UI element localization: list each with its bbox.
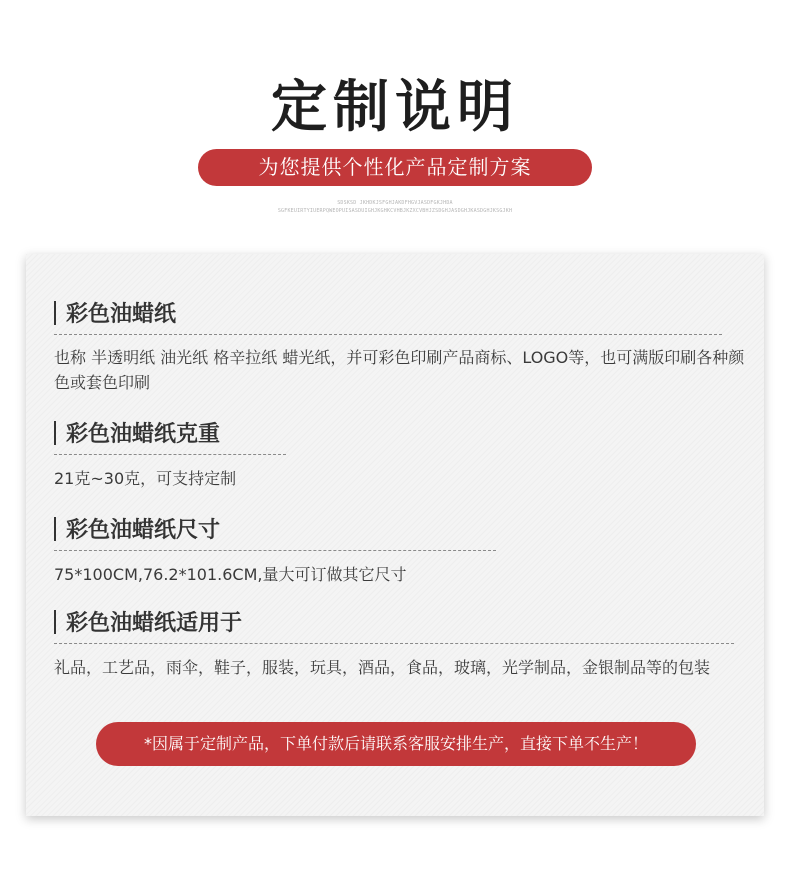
page-title: 定制说明 xyxy=(271,75,519,140)
notice-banner: *因属于定制产品，下单付款后请联系客服安排生产，直接下单不生产！ xyxy=(96,722,696,766)
decorative-text-line-2: SGFKEUIRTYIUERPQWEOPUISASDUIGHJKGHKCVHBJKZXCVBHJZSDGHJASDGHJKASDGHJKSGJKH xyxy=(277,208,513,214)
section-title-usage xyxy=(54,609,242,639)
section-bar xyxy=(54,421,56,445)
section-title-weight xyxy=(54,420,220,450)
section-title-text: 彩色油蜡纸 xyxy=(66,302,177,327)
section-title-text: 彩色油蜡纸尺寸 xyxy=(66,518,221,543)
section-divider xyxy=(54,550,496,551)
section-divider xyxy=(54,643,734,644)
section-text-weight: 21克~30克，可支持定制 xyxy=(54,469,237,488)
info-card xyxy=(26,254,764,816)
section-divider xyxy=(54,454,286,455)
subtitle-pill: 为您提供个性化产品定制方案 xyxy=(198,149,592,186)
section-divider xyxy=(54,334,722,335)
section-bar xyxy=(54,301,56,325)
section-title-paper xyxy=(54,300,176,330)
section-bar xyxy=(54,610,56,634)
section-text-size: 75*100CM,76.2*101.6CM,量大可订做其它尺寸 xyxy=(54,565,407,584)
section-text-usage: 礼品，工艺品，雨伞，鞋子，服装，玩具，酒品，食品，玻璃，光学制品，金银制品等的包装 xyxy=(54,658,711,677)
section-bar xyxy=(54,517,56,541)
section-title-text: 彩色油蜡纸克重 xyxy=(66,422,221,447)
decorative-text-line-1: SDSKSD JKHDKJSFGHJAKDFHGVJASDFGKJHDA xyxy=(337,200,453,206)
section-title-text: 彩色油蜡纸适用于 xyxy=(66,611,243,636)
section-title-size xyxy=(54,516,220,546)
section-text-paper: 也称 半透明纸 油光纸 格辛拉纸 蜡光纸，并可彩色印刷产品商标、LOGO等，也可满版印刷各种颜色或套色印刷 xyxy=(54,348,745,392)
